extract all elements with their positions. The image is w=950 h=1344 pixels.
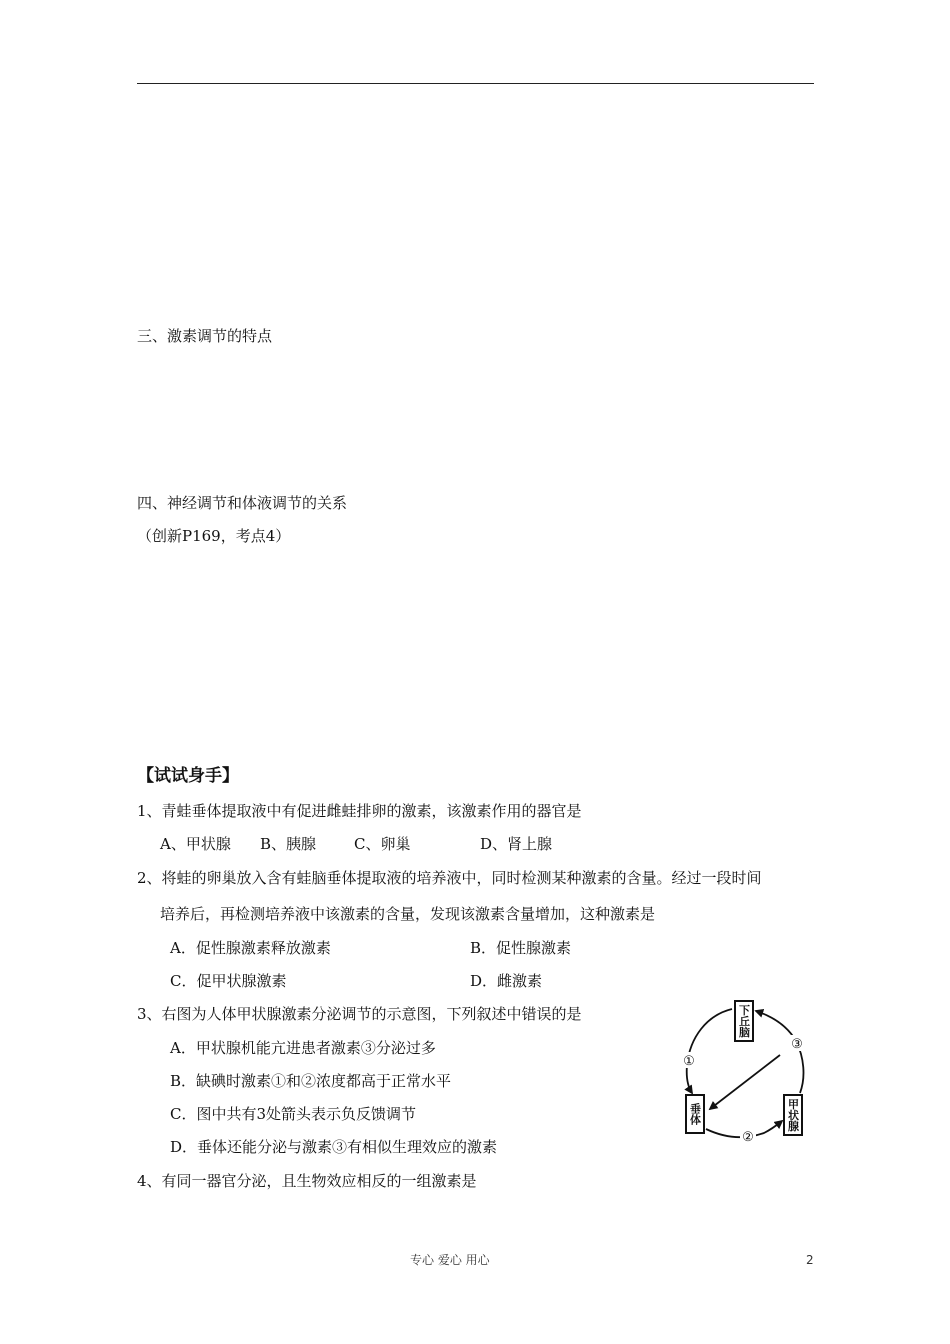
question-3-option-d: D．垂体还能分泌与激素③有相似生理效应的激素 (170, 1138, 498, 1156)
question-3-option-a: A．甲状腺机能亢进患者激素③分泌过多 (170, 1039, 436, 1057)
header-rule (137, 83, 814, 84)
question-2-stem-line-1: 2、将蛙的卵巢放入含有蛙脑垂体提取液的培养液中，同时检测某种激素的含量。经过一段时间 (137, 869, 762, 887)
hypothalamus-label: 下丘脑 (737, 1004, 751, 1038)
question-2-stem-line-2: 培养后，再检测培养液中该激素的含量，发现该激素含量增加，这种激素是 (160, 905, 656, 923)
thyroid-label: 甲状腺 (786, 1098, 800, 1132)
question-1-option-a: A、甲状腺 (160, 835, 231, 853)
question-3-option-b: B．缺碘时激素①和②浓度都高于正常水平 (170, 1072, 452, 1090)
label-2: ② (742, 1130, 754, 1145)
question-1-stem: 1、青蛙垂体提取液中有促进雌蛙排卵的激素，该激素作用的器官是 (137, 802, 582, 820)
footer-slogan: 专心 爱心 用心 (410, 1253, 490, 1267)
page-number: 2 (806, 1253, 814, 1267)
label-3: ③ (791, 1037, 803, 1052)
practice-title: 【试试身手】 (137, 766, 239, 786)
section-3-heading: 三、激素调节的特点 (137, 327, 273, 345)
thyroid-regulation-diagram (672, 997, 822, 1147)
question-4-stem: 4、有同一器官分泌，且生物效应相反的一组激素是 (137, 1172, 477, 1190)
arrow-hypothalamus-to-pituitary (687, 1009, 732, 1093)
arrow-feedback-to-pituitary (710, 1055, 780, 1109)
section-4-reference: （创新P169，考点4） (137, 527, 291, 545)
arrow-thyroid-to-hypothalamus (756, 1011, 803, 1093)
question-3-stem: 3、右图为人体甲状腺激素分泌调节的示意图，下列叙述中错误的是 (137, 1005, 582, 1023)
question-1-option-b: B、胰腺 (260, 835, 317, 853)
question-2-option-d: D．雌激素 (470, 972, 543, 990)
question-2-option-b: B．促性腺激素 (470, 939, 572, 957)
question-1-option-d: D、肾上腺 (480, 835, 553, 853)
question-3-option-c: C．图中共有3处箭头表示负反馈调节 (170, 1105, 417, 1123)
label-1: ① (683, 1054, 695, 1069)
question-2-option-a: A．促性腺激素释放激素 (170, 939, 331, 957)
question-1-option-c: C、卵巢 (354, 835, 411, 853)
section-4-heading: 四、神经调节和体液调节的关系 (137, 494, 348, 512)
pituitary-label: 垂体 (688, 1103, 702, 1125)
question-2-option-c: C．促甲状腺激素 (170, 972, 287, 990)
